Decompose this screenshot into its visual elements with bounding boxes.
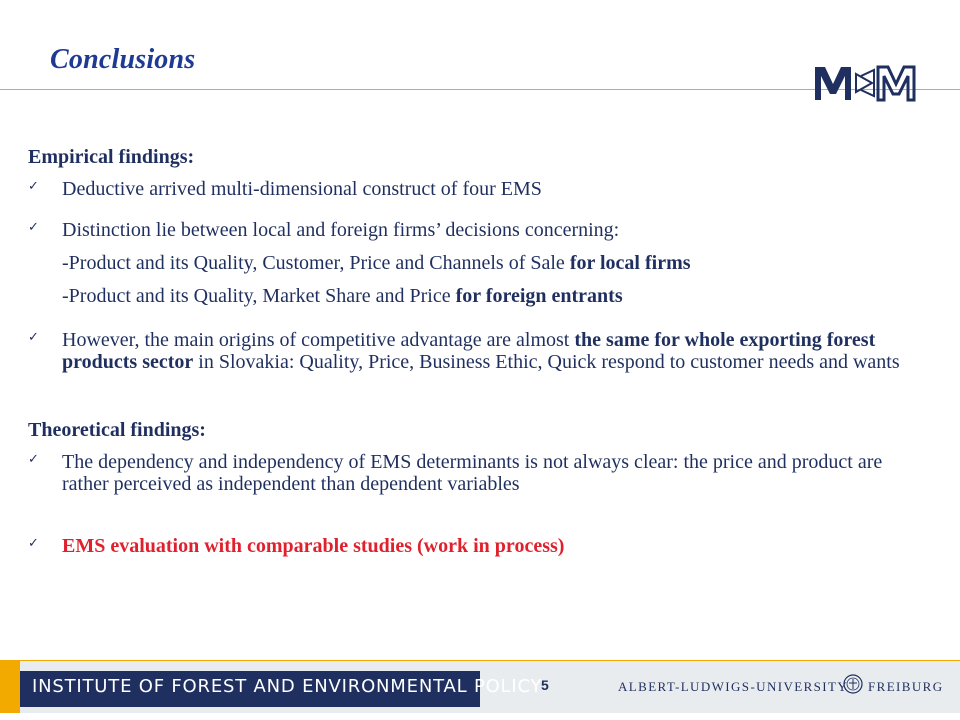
sub-item-text: -Product and its Quality, Customer, Price and Channels of Sale (62, 252, 570, 274)
checkmark-icon: ✓ (28, 179, 39, 194)
slide-title: Conclusions (50, 44, 196, 75)
highlighted-bullet-text: EMS evaluation with comparable studies (work in process) (62, 535, 565, 557)
footer-accent-bar (0, 661, 20, 713)
checkmark-icon: ✓ (28, 330, 39, 345)
bullet-item (28, 451, 928, 517)
bullet-item (28, 219, 928, 241)
sub-item-emphasis: for foreign entrants (455, 285, 623, 307)
bullet-item (28, 178, 928, 200)
bullet-text: Deductive arrived multi-dimensional construct of four EMS (62, 178, 542, 200)
theoretical-findings-heading: Theoretical findings: (28, 419, 206, 441)
sub-item (28, 285, 928, 307)
university-seal-icon (843, 674, 863, 694)
checkmark-icon: ✓ (28, 452, 39, 467)
bullet-item (28, 535, 928, 557)
sub-item-text: -Product and its Quality, Market Share and Price (62, 285, 456, 307)
footer (0, 660, 960, 713)
sub-item-emphasis: for local firms (569, 252, 691, 274)
bullet-text: The dependency and independency of EMS determinants is not always clear: the price and product are rather perceived as independent than dependent variables (62, 451, 883, 495)
page-number: 5 (541, 677, 549, 693)
slide-body (28, 146, 928, 557)
bullet-text: However, the main origins of competitive advantage are almost (62, 329, 575, 351)
university-name: ALBERT-LUDWIGS-UNIVERSITY (618, 679, 849, 694)
empirical-findings-heading: Empirical findings: (28, 146, 195, 168)
bullet-text: Distinction lie between local and foreign firms’ decisions concerning: (62, 219, 620, 241)
bullet-emphasis: the same for whole exporting forest products sector (62, 329, 876, 373)
institute-name: INSTITUTE OF FOREST AND ENVIRONMENTAL POLICY (32, 676, 543, 697)
checkmark-icon: ✓ (28, 220, 39, 235)
checkmark-icon: ✓ (28, 536, 39, 551)
bullet-text-continued: in Slovakia: Quality, Price, Business Ethic, Quick respond to customer needs and wants (193, 351, 900, 373)
mm-logo (812, 62, 928, 104)
bullet-item (28, 329, 928, 395)
sub-item (28, 252, 928, 274)
university-city: FREIBURG (868, 679, 944, 694)
